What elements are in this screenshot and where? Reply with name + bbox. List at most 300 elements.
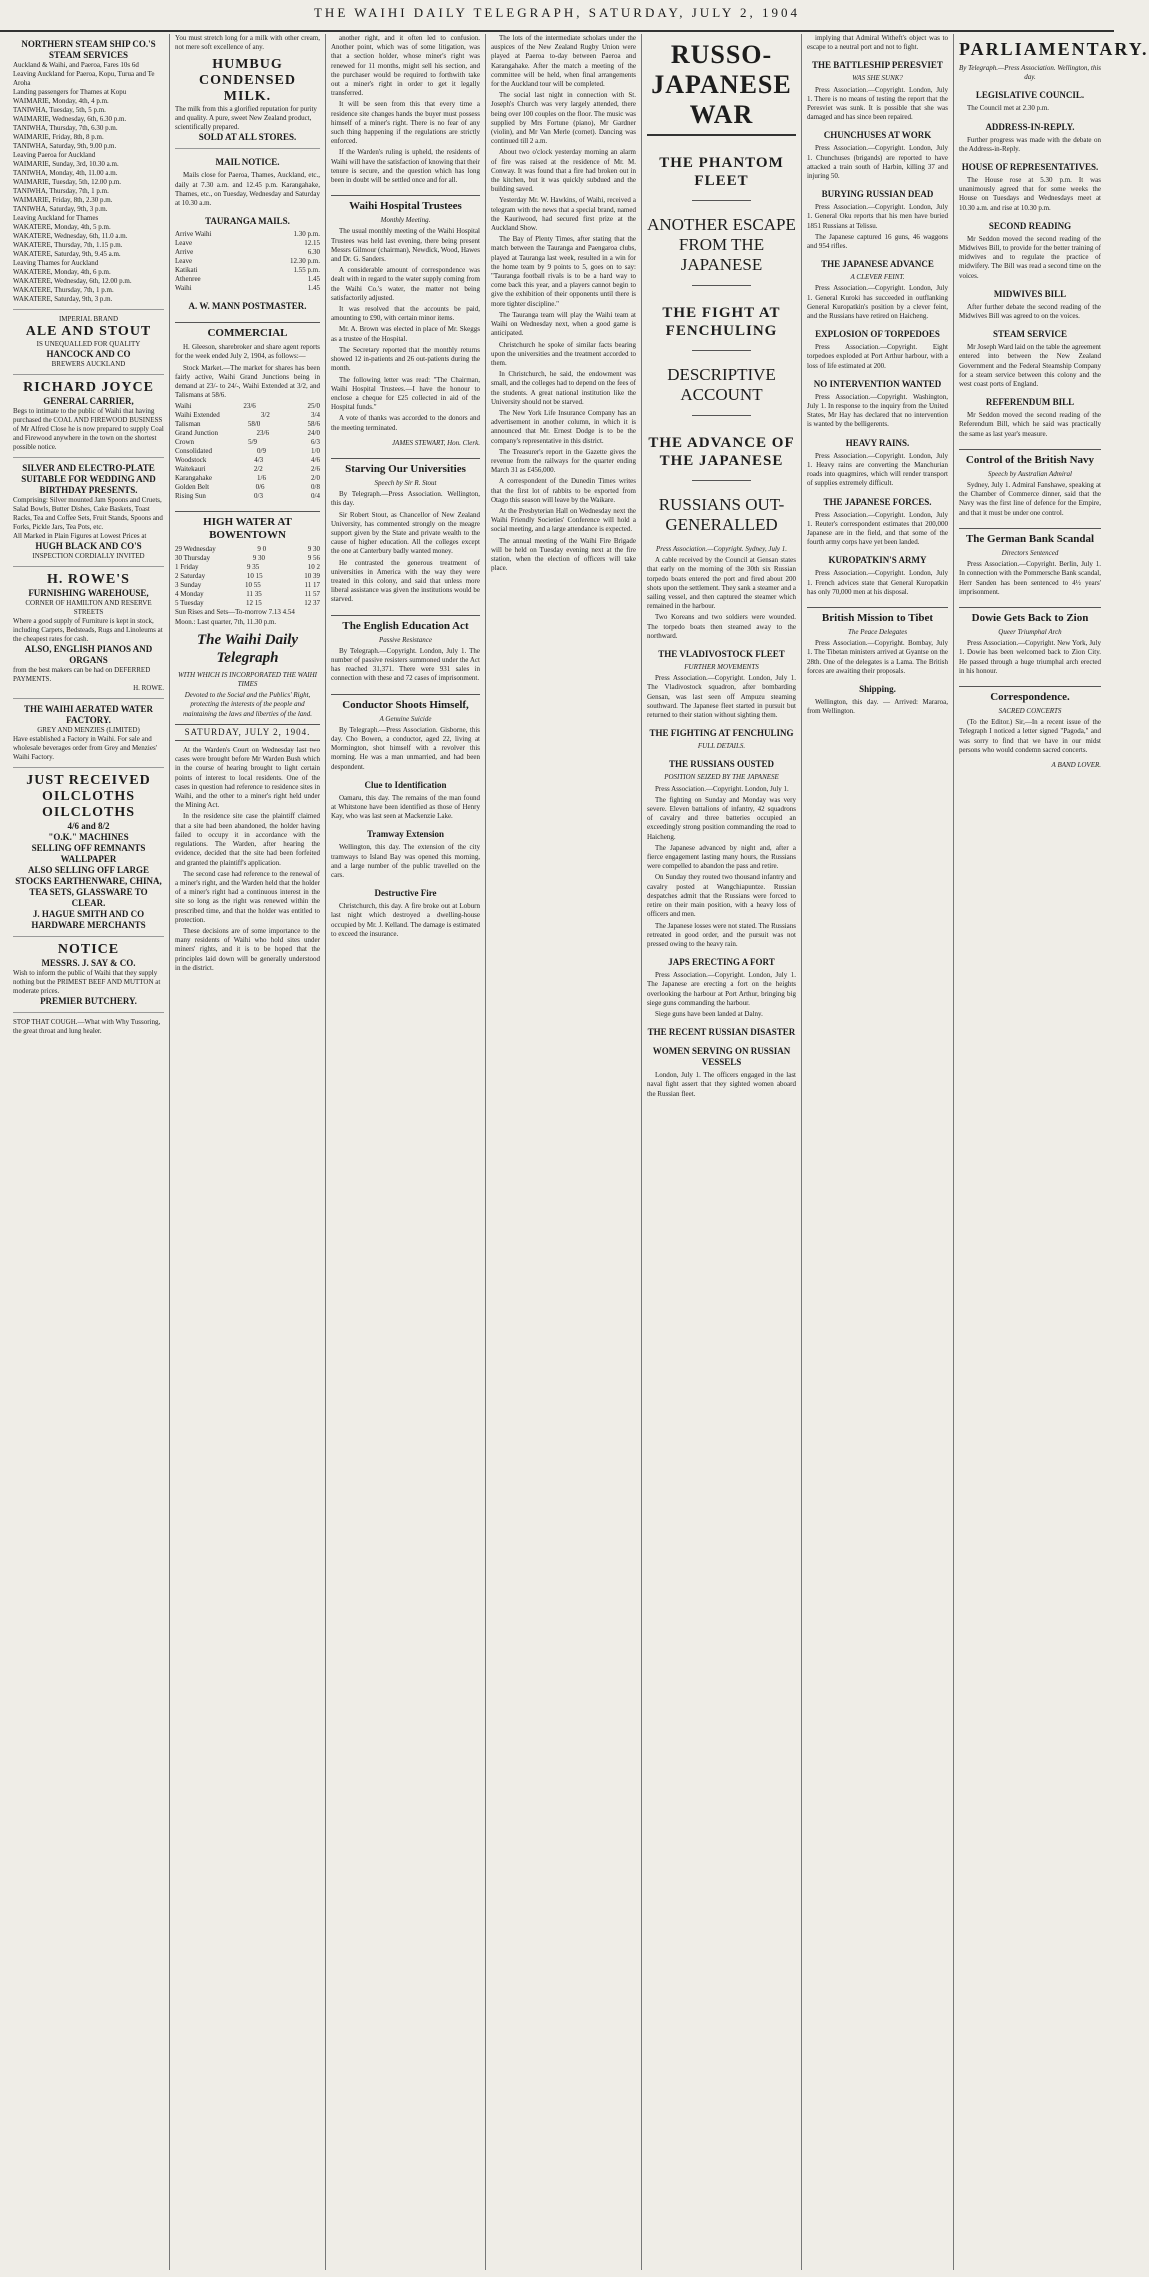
moon-line: Moon.: Last quarter, 7th, 11.30 p.m. xyxy=(175,617,277,626)
midwives-heading: MIDWIVES BILL xyxy=(993,288,1067,299)
education-subheading: Passive Resistance xyxy=(378,635,433,644)
divider xyxy=(692,415,752,416)
women-heading: WOMEN SERVING ON RUSSIAN VESSELS xyxy=(652,1046,791,1068)
milk-intro: You must stretch long for a milk with other cream, not mere soft excellence of any. xyxy=(175,34,320,52)
hospital-body xyxy=(331,227,480,432)
table-cell: 6.30 xyxy=(307,248,320,257)
divider xyxy=(692,480,752,481)
table-cell: Crown xyxy=(175,438,195,447)
timetable-line: Leaving Thames for Auckland xyxy=(13,259,99,267)
steam-text: Mr Joseph Ward laid on the table the agreement entered into between the New Zealand Government and the Federal Steamship Company for a steam service between this colony and the west coast ports of England. xyxy=(959,343,1101,389)
rains-heading: HEAVY RAINS. xyxy=(845,437,910,448)
ad-rowe xyxy=(13,567,164,699)
table-cell: 10 39 xyxy=(304,572,320,581)
column-three xyxy=(326,34,486,2270)
column-four xyxy=(486,34,642,2270)
table-cell: 4/6 xyxy=(311,456,320,465)
paragraph: By Telegraph.—Press Association. Wellington, this day. xyxy=(331,490,480,508)
table-row xyxy=(175,465,320,474)
ad-steamship xyxy=(13,34,164,310)
table-cell: 29 Wednesday xyxy=(175,545,216,554)
ad-joyce-text: Begs to intimate to the public of Waihi that having purchased the COAL AND FIREWOOD BUSINESS of Mr Alfred Close he is now prepared to supply Coal and Firewood anywhere in the town on the shortest possible notice. xyxy=(13,407,164,451)
war-russians-outgeneralled: RUSSIANS OUT-GENERALLED xyxy=(658,495,785,534)
table-cell: 12.30 p.m. xyxy=(290,257,320,266)
kuropatkin-text: Press Association.—Copyright. London, July 1. French advices state that General Kuropatkin has only 70,000 men at his disposal. xyxy=(807,569,948,596)
table-cell: 1.30 p.m. xyxy=(293,230,320,239)
ad-aerated xyxy=(13,699,164,768)
burying-heading: BURYING RUSSIAN DEAD xyxy=(821,189,934,200)
table-cell: 3/4 xyxy=(311,411,320,420)
table-cell: Golden Belt xyxy=(175,483,210,492)
editorial-date: SATURDAY, JULY 2, 1904. xyxy=(175,724,320,741)
sunrise-line: Sun Rises and Sets—To-morrow 7.13 4.54 xyxy=(175,608,295,617)
full-details: FULL DETAILS. xyxy=(697,742,746,751)
ad-messrs-text: Wish to inform the public of Waihi that they supply nothing but the PRIMEST BEEF AND MUTTON at moderate prices. xyxy=(13,969,161,995)
shipping-text: Wellington, this day. — Arrived: Mararoa, from Wellington. xyxy=(807,697,948,716)
more-news xyxy=(491,370,636,573)
japs-fort-heading: JAPS ERECTING A FORT xyxy=(668,957,775,968)
conductor-text: By Telegraph.—Press Association. Gisborne, this day. Cho Bowen, a conductor, aged 22, living at Mormington, shot himself with a revolver this morning. He was a man unmarried, and had been despondent. xyxy=(331,725,480,771)
timetable-line: WAKATERE, Thursday, 7th, 1 p.m. xyxy=(13,286,114,294)
ad-hague-smith: J. HAGUE SMITH AND CO HARDWARE MERCHANTS xyxy=(31,909,146,930)
steam-heading: STEAM SERVICE xyxy=(993,329,1067,340)
paragraph: The Secretary reported that the monthly returns showed 12 in-patients and 26 out-patients during the month. xyxy=(331,345,480,373)
house-heading: HOUSE OF REPRESENTATIVES. xyxy=(961,162,1099,173)
ad-unequalled: IS UNEQUALLED FOR QUALITY xyxy=(36,340,141,348)
ad-joyce-carrier: GENERAL CARRIER, xyxy=(43,396,134,406)
paragraph: The usual monthly meeting of the Waihi Hospital Trustees was held last evening, there being present Messrs Gilmour (chairman), Newdick, Wood, Hawes and Dr. G. Sanders. xyxy=(331,227,480,264)
table-cell: 11 57 xyxy=(304,590,320,599)
tramway-heading: Tramway Extension xyxy=(366,829,445,840)
ad-steamship-title: NORTHERN STEAM SHIP CO.'S STEAM SERVICES xyxy=(21,39,156,60)
vlad-subheading: FURTHER MOVEMENTS xyxy=(684,663,759,672)
paragraph: Two Koreans and two soldiers were wounded. The torpedo boats then steamed away to the northward. xyxy=(647,613,796,640)
ad-silver-note: All Marked in Plain Figures at Lowest Prices at xyxy=(13,532,147,540)
war-descriptive: DESCRIPTIVE ACCOUNT xyxy=(667,365,776,404)
burying-text: Press Association.—Copyright. London, July 1. General Oku reports that his men have buried 1851 Russians at Telissu. xyxy=(807,203,948,230)
ad-hugh-sub: INSPECTION CORDIALLY INVITED xyxy=(32,552,145,560)
was-she-sunk: WAS SHE SUNK? xyxy=(852,74,903,83)
navy-text: Sydney, July 1. Admiral Fanshawe, speaking at the Chamber of Commerce dinner, said that the Navy was the first line of defence for the Empire, and that it must be under one control. xyxy=(959,481,1101,517)
paragraph: A correspondent of the Dunedin Times writes that the first lot of rabbits to be exported from Otago this season will leave by the Waikare. xyxy=(491,477,636,504)
navy-heading: Control of the British Navy xyxy=(959,449,1101,467)
timetable-line: TANIWHA, Saturday, 9th, 9.00 p.m. xyxy=(13,142,117,150)
mail-notice-text: Mails close for Paeroa, Thames, Auckland, etc., daily at 7.30 a.m. and 12.45 p.m. Karangahake, Thames, etc., on Tuesday, Wednesday and Saturday at 10.30 a.m. xyxy=(175,171,320,208)
clever-feint: A CLEVER FEINT. xyxy=(850,273,905,282)
forces-heading: THE JAPANESE FORCES. xyxy=(823,496,932,507)
timetable-line: TANIWHA, Thursday, 7th, 1 p.m. xyxy=(13,187,109,195)
table-cell: 12.15 xyxy=(304,239,320,248)
commercial-heading: COMMERCIAL xyxy=(175,322,320,340)
ad-oilcloths-title: OILCLOTHS OILCLOTHS xyxy=(41,789,136,820)
midwives-text: After further debate the second reading of the Midwives Bill was agreed to on the voices. xyxy=(959,302,1101,321)
table-cell: 9 30 xyxy=(252,554,266,563)
table-cell: Waihi xyxy=(175,284,192,293)
timetable-line: WAKATERE, Monday, 4th, 5 p.m. xyxy=(13,223,111,231)
paper-subtitle: WITH WHICH IS INCORPORATED THE WAIHI TIMES xyxy=(177,670,318,689)
tide-table xyxy=(175,545,320,608)
hospital-signature: JAMES STEWART, Hon. Clerk. xyxy=(391,438,480,447)
table-cell: Arrive xyxy=(175,248,194,257)
table-cell: 10 55 xyxy=(245,581,261,590)
timetable-line: WAIMARIE, Monday, 4th, 4 p.m. xyxy=(13,97,109,105)
table-cell: 12 15 xyxy=(246,599,262,608)
paragraph: The Japanese advanced by night and, after a fierce engagement lasting many hours, the Russians were compelled to abandon the pass and retire. xyxy=(647,843,796,871)
paragraph: At the Presbyterian Hall on Wednesday next the Waihi Friendly Societies' Conference will hold a social meeting, and a large attendance is expected. xyxy=(491,506,636,534)
table-cell: Waitekauri xyxy=(175,465,206,474)
table-row xyxy=(175,456,320,465)
ousted-heading: THE RUSSIANS OUSTED xyxy=(668,759,775,770)
table-row xyxy=(175,492,320,501)
timetable-line: Leaving Auckland for Paeroa, Kopu, Turua and Te Aroha xyxy=(13,70,155,87)
paragraph: A vote of thanks was accorded to the donors and the meeting terminated. xyxy=(331,414,480,432)
ad-cough xyxy=(13,1013,164,1041)
japs-fort-text: Press Association.—Copyright. London, July 1. The Japanese are erecting a fort on the heights overlooking the harbour at Port Arthur, bringing big siege guns commanding the harbour. xyxy=(647,971,796,1007)
table-row xyxy=(175,438,320,447)
ad-butchery: PREMIER BUTCHERY. xyxy=(40,996,137,1006)
correspondence-text: (To the Editor.) Sir,—In a recent issue of the Telegraph I noticed a letter signed "Pagoda," and was sorry to find that we have in our midst persons who would condemn sacred concerts. xyxy=(959,718,1101,754)
burying-text-2: The Japanese captured 16 guns, 46 waggons and 954 rifles. xyxy=(807,232,948,251)
chunchuses-heading: CHUNCHUSES AT WORK xyxy=(823,130,932,141)
column-two xyxy=(170,34,326,2270)
ad-ok-machines: "O.K." MACHINES xyxy=(48,832,129,842)
timetable-line: WAKATERE, Wednesday, 6th, 12.00 p.m. xyxy=(13,277,132,285)
table-cell: 9 35 xyxy=(247,563,260,572)
table-cell: Katikati xyxy=(175,266,198,275)
column-parliamentary xyxy=(954,34,1149,2270)
timetable-line: TANIWHA, Monday, 4th, 11.00 a.m. xyxy=(13,169,118,177)
paragraph: The social last night in connection with St. Joseph's Church was very largely attended, there being over 100 couples on the floor. The music was supplied by Mrs Fortune (piano), Mr Gardner (violin), and Mr Van Merle (cornet). Dancing was continued till 2 a.m. xyxy=(491,91,636,146)
paragraph: The lots of the intermediate scholars under the auspices of the New Zealand Rugby Union were played at Paeroa to-day between Paeroa and Karangahake. After the match a meeting of the committee will be held, when final arrangements for the Auckland tour will be completed. xyxy=(491,34,636,89)
paragraph: The Japanese losses were not stated. The Russians retreated in good order, and the pursuit was not pressed owing to the heavy rain. xyxy=(647,921,797,948)
correspondence-heading: Correspondence. xyxy=(959,686,1101,704)
ad-rowe-name: H. ROWE'S xyxy=(47,572,130,587)
education-heading: The English Education Act xyxy=(331,615,480,633)
ad-aerated-title: THE WAIHI AERATED WATER FACTORY. xyxy=(23,704,154,725)
table-cell: 1.45 xyxy=(307,284,320,293)
table-cell: 58/6 xyxy=(307,420,320,429)
women-text: London, July 1. The officers engaged in the last naval fight assert that they sighted women aboard the Russian fleet. xyxy=(647,1071,796,1098)
column-six xyxy=(802,34,954,2270)
reply-text: Further progress was made with the debate on the Address-in-Reply. xyxy=(959,135,1101,153)
high-water-heading: HIGH WATER AT BOWENTOWN xyxy=(175,511,320,542)
table-cell: Consolidated xyxy=(175,447,212,456)
conductor-heading: Conductor Shoots Himself, xyxy=(331,694,480,712)
ad-just-received: JUST RECEIVED xyxy=(26,773,151,788)
tibet-text: Press Association.—Copyright. Bombay, July 1. The Tibetan ministers arrived at Gyantse on the 28th. One of the delegates is a Lama. The British forces are awaiting their proposals. xyxy=(807,639,948,675)
ad-aerated-text: Have established a Factory in Waihi. For sale and wholesale beverages order from Grey and Menzies' Waihi Factory. xyxy=(13,735,157,761)
timetable-line: WAIMARIE, Sunday, 3rd, 10.30 a.m. xyxy=(13,160,119,168)
war-body xyxy=(647,556,796,641)
timetable-line: WAIMARIE, Friday, 8th, 2.30 p.m. xyxy=(13,196,113,204)
sunk-text: Press Association.—Copyright. London, July 1. There is no means of testing the report that the Peresviet was sunk. It is possible that she was damaged and has since been repaired. xyxy=(807,85,948,122)
witheft-text: implying that Admiral Witheft's object was to escape to a neutral port and not to fight. xyxy=(807,34,948,52)
table-cell: Waihi xyxy=(175,402,192,411)
table-cell: 9 0 xyxy=(257,545,267,554)
war-another-escape: ANOTHER ESCAPE FROM THE JAPANESE xyxy=(647,215,796,274)
tibet-subheading: The Peace Delegates xyxy=(847,627,908,636)
referendum-heading: REFERENDUM BILL xyxy=(985,397,1075,408)
stock-market-text: Stock Market.—The market for shares has been fairly active, Waihi Grand Junctions being in demand at 23/- to 24/-, Waihi Extended at 3/2, and Talismans at 58/6. xyxy=(175,363,320,400)
starving-body xyxy=(331,490,480,604)
ad-pianos-text: from the best makers can be had on DEFERRED PAYMENTS. xyxy=(13,666,151,683)
table-row xyxy=(175,248,320,257)
paragraph: The annual meeting of the Waihi Fire Brigade will be held on Tuesday evening next at the fire station, when the election of officers will take place. xyxy=(491,536,636,573)
timetable-line: WAKATERE, Thursday, 7th, 1.15 p.m. xyxy=(13,241,123,249)
kuropatkin-heading: KUROPATKIN'S ARMY xyxy=(828,555,927,566)
referendum-text: Mr Seddon moved the second reading of the Referendum Bill, which he said was practically the same as last year's measure. xyxy=(959,411,1101,438)
table-row xyxy=(175,554,320,563)
table-cell: 23/6 xyxy=(243,402,256,411)
table-row xyxy=(175,545,320,554)
position-seized: POSITION SEIZED BY THE JAPANESE xyxy=(664,773,779,782)
paragraph: In the residence site case the plaintiff claimed that a site had been abandoned, the holder having failed to occupy it in accordance with the regulations. The Warden, after hearing the evidence, decided that the site had been forfeited and granted the plaintiff's application. xyxy=(175,812,320,867)
dowie-text: Press Association.—Copyright. New York, July 1. Dowie has been welcomed back to Zion City. He passed through a huge triumphal arch erected in his honour. xyxy=(959,639,1101,675)
table-cell: 1.55 p.m. xyxy=(293,266,320,275)
table-cell: 24/0 xyxy=(307,429,320,438)
columns xyxy=(8,34,1149,2270)
table-cell: Leave xyxy=(175,239,193,248)
war-fight-fenchuling: THE FIGHT AT FENCHULING xyxy=(662,305,781,339)
ad-brewers: BREWERS AUCKLAND xyxy=(51,360,126,368)
battleship-heading: THE BATTLESHIP PERESVIET xyxy=(812,60,943,71)
table-row xyxy=(175,411,320,420)
torpedoes-text: Press Association.—Copyright. Eight torpedoes exploded at Port Arthur harbour, with a loss of life estimated at 200. xyxy=(807,343,948,370)
paragraph: Mr. A. Brown was elected in place of Mr. Skeggs as a trustee of the Hospital. xyxy=(331,325,480,343)
table-row xyxy=(175,483,320,492)
table-cell: 1/6 xyxy=(257,474,266,483)
table-cell: 6/3 xyxy=(311,438,320,447)
council-heading: LEGISLATIVE COUNCIL. xyxy=(975,90,1085,101)
paragraph: A cable received by the Council at Gensan states that early on the morning of the 30th six Russian torpedo boats entered the port and fired about 200 shots upon the settlement. They sank a steamer and a sailing vessel, and then captured the steamer which remained in the harbour. xyxy=(647,556,796,611)
table-cell: 0/4 xyxy=(311,492,320,501)
ad-joyce-name: RICHARD JOYCE xyxy=(23,380,154,395)
table-row xyxy=(175,266,320,275)
divider xyxy=(692,350,752,351)
paper-motto: Devoted to the Social and the Publics' Right, protecting the interests of the people and maintaining the laws and liberties of the land. xyxy=(182,691,313,718)
table-row xyxy=(175,275,320,284)
commercial-text: H. Gleeson, sharebroker and share agent reports for the week ended July 2, 1904, as follows:— xyxy=(175,343,320,361)
table-cell: Athenree xyxy=(175,275,201,284)
paragraph: He contrasted the generous treatment of universities in America with the way they were treated in this colony, and said that unless more liberal assistance was given the institutions would be starved. xyxy=(331,558,480,604)
table-cell: 3 Sunday xyxy=(175,581,202,590)
ad-oilcloths xyxy=(13,768,164,937)
table-cell: 9 30 xyxy=(307,545,320,554)
paragraph: another right, and it often led to confusion. Another point, which was of some litigation, was that a section holder, whose miner's right was renewed for 11 months, might sell his section, and the purchaser would be required to forthwith take out a miner's right in order to get it legally transferred. xyxy=(331,34,480,98)
table-cell: Talisman xyxy=(175,420,201,429)
paragraph: The Bay of Plenty Times, after stating that the match between the Tauranga and Paengaroa clubs, played at Tauranga last week, resulted in a win for the home team by 9 points to 5, goes on to say: "Tauranga football rivals is to be a hard way to come back this year, and a players cannot begin to give the exhibition of their opponents until there is more tighter discipline." xyxy=(491,235,636,308)
paragraph: A considerable amount of correspondence was dealt with in regard to the water supply coming from the Waihi Co.'s water, the matter not being satisfactorily adjusted. xyxy=(331,266,480,302)
paragraph: At the Warden's Court on Wednesday last two cases were brought before Mr Warden Bush which in the course of hearing brought to light certain points of interest to local residents. One of the cases in question had reference to residence sites in Waihi, and the other to a miner's right held under the Mining Act. xyxy=(175,746,320,810)
ad-aerated-sub: GREY AND MENZIES (LIMITED) xyxy=(37,726,140,734)
paragraph: The second case had reference to the renewal of a miner's right, and the Warden held that the holder of a miner's right had a continuous interest in the site so long as the right was renewed within the prescribed time, and that the holder was entitled to protection. xyxy=(175,869,320,924)
paragraph: The Treasurer's report in the Gazette gives the revenue from the railways for the quarter ending March 31 as £456,000. xyxy=(491,447,636,475)
paragraph: The fighting on Sunday and Monday was very severe. Eleven battalions of infantry, 42 squadrons of cavalry and three batteries occupied an exceedingly strong position commanding the road to Haicheng. xyxy=(647,795,796,841)
timetable-line: TANIWHA, Thursday, 7th, 6.30 p.m. xyxy=(13,124,118,132)
ad-imperial-brand: IMPERIAL BRAND xyxy=(58,315,119,323)
table-row xyxy=(175,474,320,483)
position-body xyxy=(647,785,796,949)
fighting-heading: THE FIGHTING AT FENCHULING xyxy=(649,728,794,739)
paragraph: It was resolved that the accounts be paid, amounting to £90, with certain minor items. xyxy=(331,305,480,323)
editorial-body xyxy=(175,746,320,973)
mail-notice-heading: MAIL NOTICE. xyxy=(215,157,280,168)
ad-selling-off: SELLING OFF REMNANTS WALLPAPER xyxy=(31,843,146,864)
table-cell: 5/9 xyxy=(248,438,258,447)
parliamentary-heading: PARLIAMENTARY. xyxy=(959,39,1149,59)
starving-heading: Starving Our Universities xyxy=(331,458,480,476)
ad-rowe-text: Where a good supply of Furniture is kept in stock, including Carpets, Bedsteads, Rugs and Linoleums at the cheapest rates for cash. xyxy=(13,617,163,643)
table-cell: 2/0 xyxy=(311,474,320,483)
second-reading-text: Mr Seddon moved the second reading of the Midwives Bill, to provide for the better training of midwives and to regulate the practice of midwifery. The Bill was read a second time on the voices. xyxy=(959,234,1101,280)
table-row xyxy=(175,581,320,590)
tramway-text: Wellington, this day. The extension of the city tramways to Island Bay was opened this morning, and a large number of the public travelled on the cars. xyxy=(331,843,480,880)
table-cell: 30 Thursday xyxy=(175,554,211,563)
conductor-subheading: A Genuine Suicide xyxy=(379,714,432,723)
ad-steamship-timetable xyxy=(13,61,164,304)
table-cell: 4/3 xyxy=(254,456,264,465)
table-cell: 11 17 xyxy=(304,581,320,590)
house-text: The House rose at 5.30 p.m. It was unanimously agreed that for some weeks the House on Tuesdays and Wednesdays meet at 10.30 a.m. and rise at 10.30 p.m. xyxy=(959,176,1101,212)
ad-rowe-address: CORNER OF HAMILTON AND RESERVE STREETS xyxy=(25,599,152,616)
bank-heading: The German Bank Scandal xyxy=(959,528,1101,546)
share-table xyxy=(175,402,320,501)
postmaster: A. W. MANN POSTMASTER. xyxy=(188,301,307,312)
timetable-line: TANIWHA, Saturday, 9th, 3 p.m. xyxy=(13,205,108,213)
table-cell: 2/2 xyxy=(253,465,263,474)
ad-silver xyxy=(13,458,164,567)
table-cell: 1 Friday xyxy=(175,563,199,572)
timetable-line: WAKATERE, Saturday, 9th, 9.45 a.m. xyxy=(13,250,121,258)
paragraph: Sir Robert Stout, as Chancellor of New Zealand University, has commented strongly on the meagre support given by the State and private wealth to the cause of higher education. All the colleges except the one at Canterbury badly wanted money. xyxy=(331,510,480,556)
timetable-line: Auckland & Waihi, and Paeroa, Fares 10s 6d xyxy=(13,61,139,69)
ad-sold-stores: SOLD AT ALL STORES. xyxy=(198,132,297,143)
ad-pianos: ALSO, ENGLISH PIANOS AND ORGANS xyxy=(24,644,153,665)
navy-subheading: Speech by Australian Admiral xyxy=(988,469,1072,478)
ad-oilcloths-price: 4/6 and 8/2 xyxy=(67,821,110,831)
timetable-line: Leaving Auckland for Thames xyxy=(13,214,99,222)
starving-continued: Christchurch he spoke of similar facts bearing upon the universities and the treatment accorded to them. xyxy=(491,340,636,367)
war-advance-japanese: THE ADVANCE OF THE JAPANESE xyxy=(648,435,795,469)
table-cell: 0/8 xyxy=(311,483,320,492)
war-byline: Press Association.—Copyright. Sydney, July 1. xyxy=(655,545,788,553)
table-cell: 12 37 xyxy=(304,599,320,608)
table-cell: 0/6 xyxy=(255,483,265,492)
paragraph: It will be seen from this that every time a residence site changes hands the buyer must possess himself of a miner's right. There is no fear of any such thing happening if the regulations are strictly enforced. xyxy=(331,100,480,146)
clue-heading: Clue to Identification xyxy=(364,779,447,790)
hospital-subheading: Monthly Meeting. xyxy=(380,216,431,225)
timetable-line: WAKATERE, Wednesday, 6th, 11.0 a.m. xyxy=(13,232,128,240)
timetable-line: WAIMARIE, Tuesday, 5th, 12.00 p.m. xyxy=(13,178,122,186)
fire-text: Christchurch, this day. A fire broke out at Loburn last night which destroyed a dwelling-house occupied by Mr. J. Kelland. The damage is estimated to exceed the insurance. xyxy=(331,902,480,938)
table-cell: 10 2 xyxy=(307,563,320,572)
table-cell: Arrive Waihi xyxy=(175,230,212,239)
clue-text: Oamaru, this day. The remains of the man found at Whitstone have been identified as those of Henry Kay, who was last seen at Mackenzie Lake. xyxy=(331,793,480,821)
dowie-subheading: Queer Triumphal Arch xyxy=(998,627,1062,636)
table-cell: 25/0 xyxy=(307,402,320,411)
siege-guns: Siege guns have been landed at Dalny. xyxy=(655,1009,763,1018)
column-advertisements xyxy=(8,34,170,2270)
paragraph: The following letter was read: "The Chairman, Waihi Hospital Trustees.—I have the honour to enclose a cheque for £25 collected in aid of the Hospital funds." xyxy=(331,375,480,412)
ad-notice xyxy=(13,937,164,1013)
paragraph: Press Association.—Copyright. London, July 1. xyxy=(655,784,789,793)
torpedoes-heading: EXPLOSION OF TORPEDOES xyxy=(815,329,940,340)
vlad-text: Press Association.—Copyright. London, July 1. The Vladivostock squadron, after bombarding Gensan, was last seen off Ampuzu steaming southward. The Japanese fleet started in pursuit but returned to their station without sighting them. xyxy=(647,674,796,720)
divider xyxy=(692,285,752,286)
correspondence-subheading: SACRED CONCERTS xyxy=(998,706,1062,715)
ad-messrs: MESSRS. J. SAY & CO. xyxy=(41,958,136,968)
ad-also-selling: ALSO SELLING OFF LARGE STOCKS EARTHENWARE, CHINA, TEA SETS, GLASSWARE TO CLEAR. xyxy=(15,865,162,908)
table-cell: Rising Sun xyxy=(175,492,206,501)
ad-cough-text: STOP THAT COUGH.—What with Why Tussoring, the great throat and lung healer. xyxy=(13,1018,161,1035)
column-war xyxy=(642,34,802,2270)
ad-humbug-milk xyxy=(175,52,320,149)
table-cell: 3/2 xyxy=(260,411,270,420)
paper-title: The Waihi Daily Telegraph xyxy=(196,631,299,666)
paragraph: These decisions are of some importance to the many residents of Waihi who hold sites under miners' rights, and it is to be hoped that the principles laid down will be generally understood in the district. xyxy=(175,926,320,972)
timetable-line: WAIMARIE, Friday, 8th, 8 p.m. xyxy=(13,133,104,141)
table-cell: 0/3 xyxy=(254,492,263,501)
clever-text: Press Association.—Copyright. London, July 1. General Kuroki has succeeded in outflanking General Kuropatkin's position by a clever feint, and the Russians have retired on Haicheng. xyxy=(807,284,948,321)
local-news xyxy=(491,34,636,339)
paragraph: The New York Life Insurance Company has an advertisement in another column, in which it is announced that Mr. Ernest Dodge is to be the company's representative in this district. xyxy=(491,408,636,445)
ad-humbug-title: HUMBUG CONDENSED MILK. xyxy=(199,57,296,105)
intervention-heading: NO INTERVENTION WANTED xyxy=(813,378,942,389)
page-masthead: THE WAIHI DAILY TELEGRAPH, SATURDAY, JULY 2, 1904 xyxy=(0,0,1114,32)
table-cell: Waihi Extended xyxy=(175,411,220,420)
table-row xyxy=(175,590,320,599)
council-text: The Council met at 2.30 p.m. xyxy=(967,104,1050,113)
table-cell: 2/6 xyxy=(311,465,320,474)
starving-subheading: Speech by Sir R. Stout xyxy=(374,478,437,487)
fire-heading: Destructive Fire xyxy=(374,888,437,899)
table-row xyxy=(175,284,320,293)
table-cell: 10 15 xyxy=(246,572,263,581)
second-reading-heading: SECOND READING xyxy=(988,220,1072,231)
ad-hugh-black: HUGH BLACK AND CO'S xyxy=(35,541,142,551)
dowie-heading: Dowie Gets Back to Zion xyxy=(959,607,1101,625)
bank-text: Press Association.—Copyright. Berlin, July 1. In connection with the Pommersche Bank scandal, Herr Sanden has been sentenced to 4½ years' imprisonment. xyxy=(959,560,1101,596)
vlad-heading: THE VLADIVOSTOCK FLEET xyxy=(658,649,785,660)
table-row xyxy=(175,429,320,438)
table-cell: 4 Monday xyxy=(175,590,204,599)
timetable-line: WAIMARIE, Wednesday, 6th, 6.30 p.m. xyxy=(13,115,127,123)
table-cell: Karangahake xyxy=(175,474,212,483)
parliamentary-byline: By Telegraph.—Press Association. Wellington, this day. xyxy=(959,64,1102,82)
paragraph: Yesterday Mr. W. Hawkins, of Waihi, received a telegram with the news that a special brand, named the Kauriwood, had secured first prize at the Auckland Show. xyxy=(491,196,636,233)
ad-humbug-text: The milk from this a glorified reputation for purity and quality. A pure, sweet New Zealand product, scientifically prepared. xyxy=(175,105,317,132)
shipping-heading: Shipping. xyxy=(859,683,896,694)
table-row xyxy=(175,599,320,608)
tauranga-mails-heading: TAURANGA MAILS. xyxy=(205,216,290,227)
timetable-line: Landing passengers for Thames at Kopu xyxy=(13,88,127,96)
table-cell: Grand Junction xyxy=(175,429,218,438)
table-cell: 1/0 xyxy=(311,447,320,456)
table-cell: 9 56 xyxy=(307,554,320,563)
timetable-line: Leaving Paeroa for Auckland xyxy=(13,151,96,159)
ad-silver-text: Comprising: Silver mounted Jam Spoons and Cruets, Salad Bowls, Butter Dishes, Cake Baskets, Toast Racks, Tea and Coffee Sets, Fruit Stands, Spoons and Forks, Pickle Jars, Tea Pots, etc. xyxy=(13,496,163,531)
war-headline: RUSSO-JAPANESE WAR xyxy=(647,40,796,136)
ad-silver-title: SILVER AND ELECTRO-PLATE SUITABLE FOR WEDDING AND BIRTHDAY PRESENTS. xyxy=(21,463,156,495)
table-cell: 11 35 xyxy=(246,590,262,599)
table-row xyxy=(175,447,320,456)
table-cell: Leave xyxy=(175,257,193,266)
correspondence-signature: A BAND LOVER. xyxy=(1051,760,1101,769)
chunchuses-text: Press Association.—Copyright. London, July 1. Chunchuses (brigands) are reported to have attacked a train south of Harbin, killing 37 and injuring 50. xyxy=(807,144,948,181)
education-text: By Telegraph.—Copyright. London, July 1. The number of passive resisters summoned under the Act has reached 31,371. There were 931 sales in connection with these and 72 cases of imprisonment. xyxy=(331,646,480,683)
table-cell: 2 Saturday xyxy=(175,572,206,581)
table-cell: 1.45 xyxy=(307,275,320,284)
